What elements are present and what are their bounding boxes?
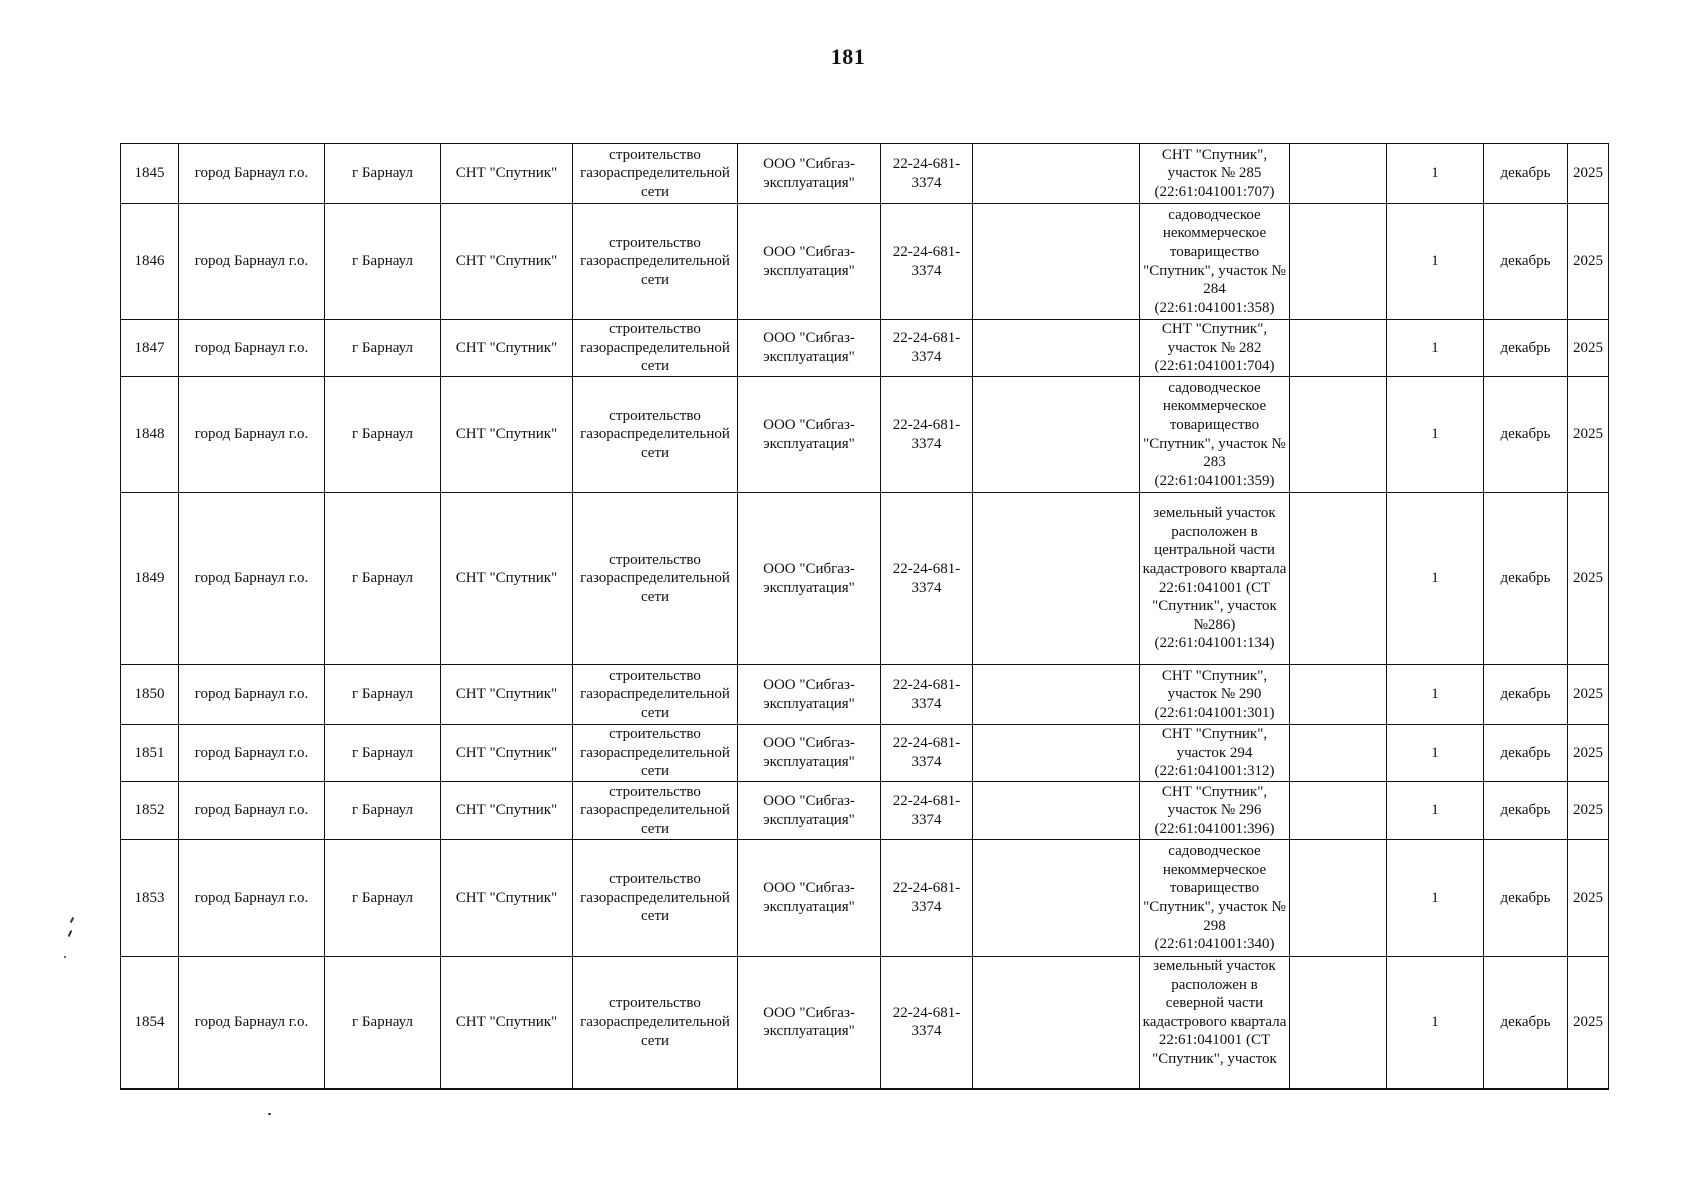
registration-code-cell: 22-24-681-3374: [881, 725, 973, 782]
empty-cell: [1290, 493, 1387, 665]
empty-cell: [1290, 204, 1387, 320]
empty-cell: [1290, 725, 1387, 782]
year-cell: 2025: [1568, 840, 1609, 957]
settlement-cell: г Барнаул: [325, 377, 441, 493]
work-type-cell: строительство газораспределительной сети: [573, 665, 738, 725]
address-cell: СНТ "Спутник": [441, 782, 573, 840]
registration-code-cell: 22-24-681-3374: [881, 493, 973, 665]
municipality-cell: город Барнаул г.о.: [179, 320, 325, 377]
cadastral-cell: садоводческое некоммерческое товарищество "Спутник", участок № 298 (22:61:041001:340): [1140, 840, 1290, 957]
cadastral-cell: СНТ "Спутник", участок № 282 (22:61:041001:704): [1140, 320, 1290, 377]
quantity-cell: 1: [1387, 665, 1484, 725]
quantity-cell: 1: [1387, 144, 1484, 204]
quantity-cell: 1: [1387, 840, 1484, 957]
quantity-cell: 1: [1387, 320, 1484, 377]
empty-cell: [973, 957, 1140, 1089]
empty-cell: [973, 782, 1140, 840]
table-row: [121, 782, 1609, 840]
year-cell: 2025: [1568, 782, 1609, 840]
cadastral-cell: СНТ "Спутник", участок № 290 (22:61:041001:301): [1140, 665, 1290, 725]
year-cell: 2025: [1568, 144, 1609, 204]
gasification-schedule-table: [120, 143, 1609, 1090]
row-number: 1854: [121, 957, 179, 1089]
organization-cell: ООО "Сибгаз-эксплуатация": [738, 377, 881, 493]
empty-cell: [973, 493, 1140, 665]
work-type-cell: строительство газораспределительной сети: [573, 204, 738, 320]
organization-cell: ООО "Сибгаз-эксплуатация": [738, 493, 881, 665]
empty-cell: [973, 725, 1140, 782]
address-cell: СНТ "Спутник": [441, 320, 573, 377]
year-cell: 2025: [1568, 665, 1609, 725]
municipality-cell: город Барнаул г.о.: [179, 725, 325, 782]
empty-cell: [1290, 144, 1387, 204]
municipality-cell: город Барнаул г.о.: [179, 957, 325, 1089]
registration-code-cell: 22-24-681-3374: [881, 204, 973, 320]
work-type-cell: строительство газораспределительной сети: [573, 320, 738, 377]
settlement-cell: г Барнаул: [325, 144, 441, 204]
table-row: [121, 320, 1609, 377]
cadastral-cell: земельный участок расположен в северной части кадастрового квартала 22:61:041001 (СТ "Спутник", участок: [1140, 957, 1290, 1089]
quantity-cell: 1: [1387, 782, 1484, 840]
month-cell: декабрь: [1484, 725, 1568, 782]
work-type-cell: строительство газораспределительной сети: [573, 725, 738, 782]
scan-speck: [70, 917, 74, 923]
cadastral-cell: садоводческое некоммерческое товарищество "Спутник", участок № 284 (22:61:041001:358): [1140, 204, 1290, 320]
municipality-cell: город Барнаул г.о.: [179, 144, 325, 204]
row-number: 1853: [121, 840, 179, 957]
empty-cell: [1290, 377, 1387, 493]
table-row: [121, 204, 1609, 320]
quantity-cell: 1: [1387, 204, 1484, 320]
empty-cell: [973, 840, 1140, 957]
scan-speck: [68, 930, 73, 937]
row-number: 1852: [121, 782, 179, 840]
settlement-cell: г Барнаул: [325, 204, 441, 320]
settlement-cell: г Барнаул: [325, 665, 441, 725]
address-cell: СНТ "Спутник": [441, 493, 573, 665]
organization-cell: ООО "Сибгаз-эксплуатация": [738, 665, 881, 725]
month-cell: декабрь: [1484, 204, 1568, 320]
quantity-cell: 1: [1387, 377, 1484, 493]
work-type-cell: строительство газораспределительной сети: [573, 493, 738, 665]
empty-cell: [973, 204, 1140, 320]
month-cell: декабрь: [1484, 665, 1568, 725]
organization-cell: ООО "Сибгаз-эксплуатация": [738, 782, 881, 840]
organization-cell: ООО "Сибгаз-эксплуатация": [738, 840, 881, 957]
year-cell: 2025: [1568, 957, 1609, 1089]
row-number: 1849: [121, 493, 179, 665]
address-cell: СНТ "Спутник": [441, 725, 573, 782]
table-row: [121, 665, 1609, 725]
empty-cell: [1290, 782, 1387, 840]
address-cell: СНТ "Спутник": [441, 144, 573, 204]
municipality-cell: город Барнаул г.о.: [179, 665, 325, 725]
cadastral-cell: земельный участок расположен в центральной части кадастрового квартала 22:61:041001 (СТ "Спутник", участок №286) (22:61:041001:134): [1140, 493, 1290, 665]
registration-code-cell: 22-24-681-3374: [881, 957, 973, 1089]
cadastral-cell: садоводческое некоммерческое товарищество "Спутник", участок № 283 (22:61:041001:359): [1140, 377, 1290, 493]
settlement-cell: г Барнаул: [325, 957, 441, 1089]
work-type-cell: строительство газораспределительной сети: [573, 782, 738, 840]
work-type-cell: строительство газораспределительной сети: [573, 377, 738, 493]
table-row: [121, 377, 1609, 493]
table-row: [121, 493, 1609, 665]
empty-cell: [973, 320, 1140, 377]
work-type-cell: строительство газораспределительной сети: [573, 957, 738, 1089]
year-cell: 2025: [1568, 377, 1609, 493]
municipality-cell: город Барнаул г.о.: [179, 493, 325, 665]
municipality-cell: город Барнаул г.о.: [179, 840, 325, 957]
registration-code-cell: 22-24-681-3374: [881, 665, 973, 725]
row-number: 1845: [121, 144, 179, 204]
table-row: [121, 957, 1609, 1089]
organization-cell: ООО "Сибгаз-эксплуатация": [738, 204, 881, 320]
year-cell: 2025: [1568, 493, 1609, 665]
cadastral-cell: СНТ "Спутник", участок № 296 (22:61:041001:396): [1140, 782, 1290, 840]
settlement-cell: г Барнаул: [325, 493, 441, 665]
cadastral-cell: СНТ "Спутник", участок № 285 (22:61:041001:707): [1140, 144, 1290, 204]
table-row: [121, 144, 1609, 204]
address-cell: СНТ "Спутник": [441, 840, 573, 957]
empty-cell: [1290, 840, 1387, 957]
row-number: 1847: [121, 320, 179, 377]
row-number: 1850: [121, 665, 179, 725]
empty-cell: [1290, 957, 1387, 1089]
organization-cell: ООО "Сибгаз-эксплуатация": [738, 725, 881, 782]
month-cell: декабрь: [1484, 320, 1568, 377]
month-cell: декабрь: [1484, 144, 1568, 204]
organization-cell: ООО "Сибгаз-эксплуатация": [738, 320, 881, 377]
organization-cell: ООО "Сибгаз-эксплуатация": [738, 144, 881, 204]
empty-cell: [973, 377, 1140, 493]
row-number: 1846: [121, 204, 179, 320]
cadastral-cell: СНТ "Спутник", участок 294 (22:61:041001:312): [1140, 725, 1290, 782]
quantity-cell: 1: [1387, 957, 1484, 1089]
row-number: 1851: [121, 725, 179, 782]
settlement-cell: г Барнаул: [325, 782, 441, 840]
work-type-cell: строительство газораспределительной сети: [573, 144, 738, 204]
settlement-cell: г Барнаул: [325, 320, 441, 377]
year-cell: 2025: [1568, 320, 1609, 377]
registration-code-cell: 22-24-681-3374: [881, 377, 973, 493]
page-number: 181: [830, 44, 866, 69]
quantity-cell: 1: [1387, 493, 1484, 665]
quantity-cell: 1: [1387, 725, 1484, 782]
registration-code-cell: 22-24-681-3374: [881, 782, 973, 840]
work-type-cell: строительство газораспределительной сети: [573, 840, 738, 957]
address-cell: СНТ "Спутник": [441, 377, 573, 493]
organization-cell: ООО "Сибгаз-эксплуатация": [738, 957, 881, 1089]
month-cell: декабрь: [1484, 377, 1568, 493]
table-row: [121, 725, 1609, 782]
table-row: [121, 840, 1609, 957]
settlement-cell: г Барнаул: [325, 840, 441, 957]
month-cell: декабрь: [1484, 957, 1568, 1089]
registration-code-cell: 22-24-681-3374: [881, 840, 973, 957]
settlement-cell: г Барнаул: [325, 725, 441, 782]
registration-code-cell: 22-24-681-3374: [881, 144, 973, 204]
empty-cell: [973, 665, 1140, 725]
month-cell: декабрь: [1484, 840, 1568, 957]
scan-speck: [268, 1113, 271, 1115]
year-cell: 2025: [1568, 204, 1609, 320]
month-cell: декабрь: [1484, 493, 1568, 665]
empty-cell: [973, 144, 1140, 204]
month-cell: декабрь: [1484, 782, 1568, 840]
address-cell: СНТ "Спутник": [441, 204, 573, 320]
row-number: 1848: [121, 377, 179, 493]
address-cell: СНТ "Спутник": [441, 665, 573, 725]
empty-cell: [1290, 665, 1387, 725]
municipality-cell: город Барнаул г.о.: [179, 377, 325, 493]
municipality-cell: город Барнаул г.о.: [179, 204, 325, 320]
municipality-cell: город Барнаул г.о.: [179, 782, 325, 840]
scan-speck: [64, 956, 66, 958]
empty-cell: [1290, 320, 1387, 377]
address-cell: СНТ "Спутник": [441, 957, 573, 1089]
registration-code-cell: 22-24-681-3374: [881, 320, 973, 377]
year-cell: 2025: [1568, 725, 1609, 782]
